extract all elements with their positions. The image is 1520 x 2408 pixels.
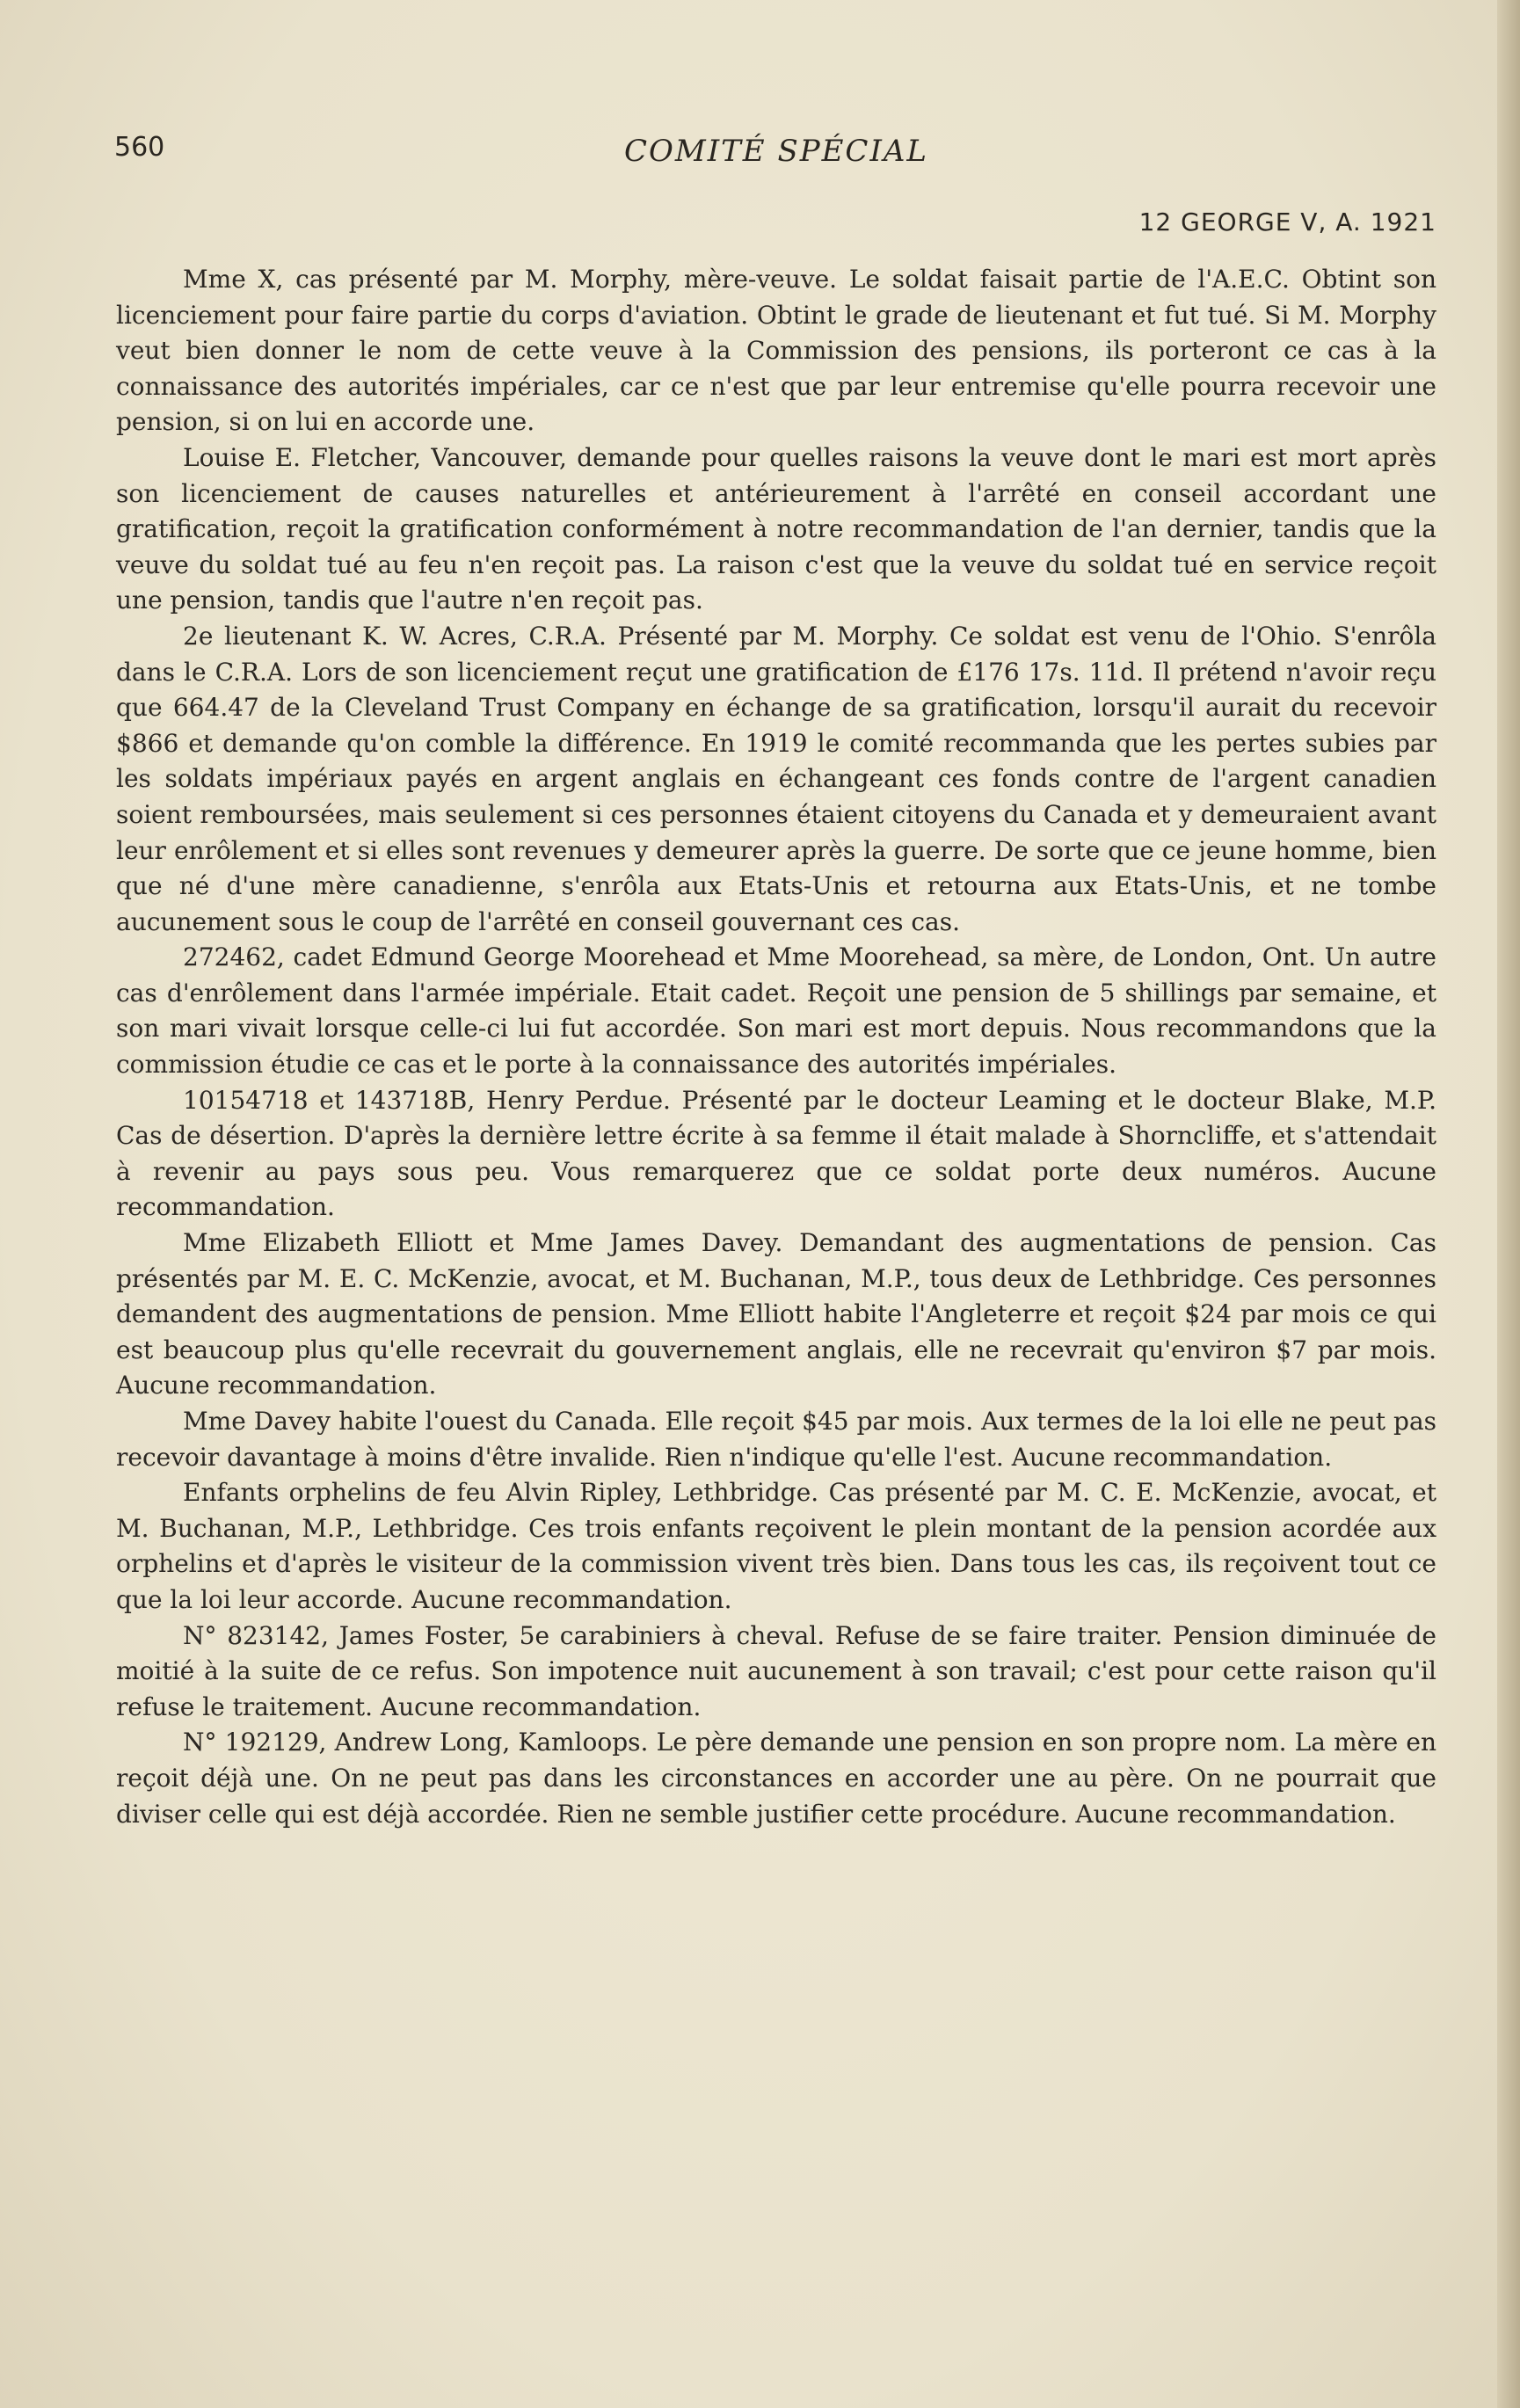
paragraph: N° 823142, James Foster, 5e carabiniers à cheval. Refuse de se faire traiter. Pension diminuée de moitié à la suite de ce refus. Son impotence nuit aucunement à son travail; c'est pour cette raison qu'il refuse le traitement. Aucune recommandation. <box>116 1620 1436 1721</box>
session-line: 12 GEORGE V, A. 1921 <box>1138 207 1436 236</box>
paragraph: Mme Elizabeth Elliott et Mme James Davey. Demandant des augmentations de pension. Cas présentés par M. E. C. McKenzie, avocat, et M. Buchanan, M.P., tous deux de Lethbridge. Ces personnes demandent des augmentations de pension. Mme Elliott habite l'Angleterre et reçoit $24 par mois ce qui est beaucoup plus qu'elle recevrait du gouvernement anglais, elle ne recevrait qu'environ $7 par mois. Aucune recommandation. <box>116 1228 1436 1400</box>
paragraph: 272462, cadet Edmund George Moorehead et Mme Moorehead, sa mère, de London, Ont. Un autre cas d'enrôlement dans l'armée impériale. Etait cadet. Reçoit une pension de 5 shillings par semaine, et son mari vivait lorsque celle-ci lui fut accordée. Son mari est mort depuis. Nous recommandons que la commission étudie ce cas et le porte à la connaissance des autorités impériales. <box>116 942 1436 1080</box>
body-text <box>116 262 1436 1832</box>
paragraph: 2e lieutenant K. W. Acres, C.R.A. Présenté par M. Morphy. Ce soldat est venu de l'Ohio. S'enrôla dans le C.R.A. Lors de son licenciement reçut une gratification de £176 17s. 11d. Il prétend n'avoir reçu que 664.47 de la Cleveland Trust Company en échange de sa gratification, lorsqu'il aurait du recevoir $866 et demande qu'on comble la différence. En 1919 le comité recommanda que les pertes subies par les soldats impériaux payés en argent anglais en échangeant ces fonds contre de l'argent canadien soient remboursées, mais seulement si ces personnes étaient citoyens du Canada et y demeuraient avant leur enrôlement et si elles sont revenues y demeurer après la guerre. De sorte que ce jeune homme, bien que né d'une mère canadienne, s'enrôla aux Etats-Unis et retourna aux Etats-Unis, et ne tombe aucunement sous le coup de l'arrêté en conseil gouvernant ces cas. <box>116 621 1436 936</box>
paragraph: Mme X, cas présenté par M. Morphy, mère-veuve. Le soldat faisait partie de l'A.E.C. Obtint son licenciement pour faire partie du corps d'aviation. Obtint le grade de lieutenant et fut tué. Si M. Morphy veut bien donner le nom de cette veuve à la Commission des pensions, ils porteront ce cas à la connaissance des autorités impériales, car ce n'est que par leur entremise qu'elle pourra recevoir une pension, si on lui en accorde une. <box>116 265 1436 437</box>
paragraph: N° 192129, Andrew Long, Kamloops. Le père demande une pension en son propre nom. La mère en reçoit déjà une. On ne peut pas dans les circonstances en accorder une au père. On ne pourrait que diviser celle qui est déjà accordée. Rien ne semble justifier cette procédure. Aucune recommandation. <box>116 1728 1436 1829</box>
header-title: COMITÉ SPÉCIAL <box>624 134 929 169</box>
page-number: 560 <box>114 132 165 163</box>
running-head <box>114 132 1433 176</box>
page-edge <box>1497 0 1520 2408</box>
paragraph: Louise E. Fletcher, Vancouver, demande pour quelles raisons la veuve dont le mari est mort après son licenciement de causes naturelles et antérieurement à l'arrêté en conseil accordant une gratification, reçoit la gratification conformément à notre recommandation de l'an dernier, tandis que la veuve du soldat tué au feu n'en reçoit pas. La raison c'est que la veuve du soldat tué en service reçoit une pension, tandis que l'autre n'en reçoit pas. <box>116 442 1436 615</box>
paragraph: Mme Davey habite l'ouest du Canada. Elle reçoit $45 par mois. Aux termes de la loi elle ne peut pas recevoir davantage à moins d'être invalide. Rien n'indique qu'elle l'est. Aucune recommandation. <box>116 1407 1436 1472</box>
paragraph: 10154718 et 143718B, Henry Perdue. Présenté par le docteur Leaming et le docteur Blake, M.P. Cas de désertion. D'après la dernière lettre écrite à sa femme il était malade à Shorncliffe, et s'attendait à revenir au pays sous peu. Vous remarquerez que ce soldat porte deux numéros. Aucune recommandation. <box>116 1085 1436 1222</box>
paragraph: Enfants orphelins de feu Alvin Ripley, Lethbridge. Cas présenté par M. C. E. McKenzie, avocat, et M. Buchanan, M.P., Lethbridge. Ces trois enfants reçoivent le plein montant de la pension acordée aux orphelins et d'après le visiteur de la commission vivent très bien. Dans tous les cas, ils reçoivent tout ce que la loi leur accorde. Aucune recommandation. <box>116 1478 1436 1614</box>
